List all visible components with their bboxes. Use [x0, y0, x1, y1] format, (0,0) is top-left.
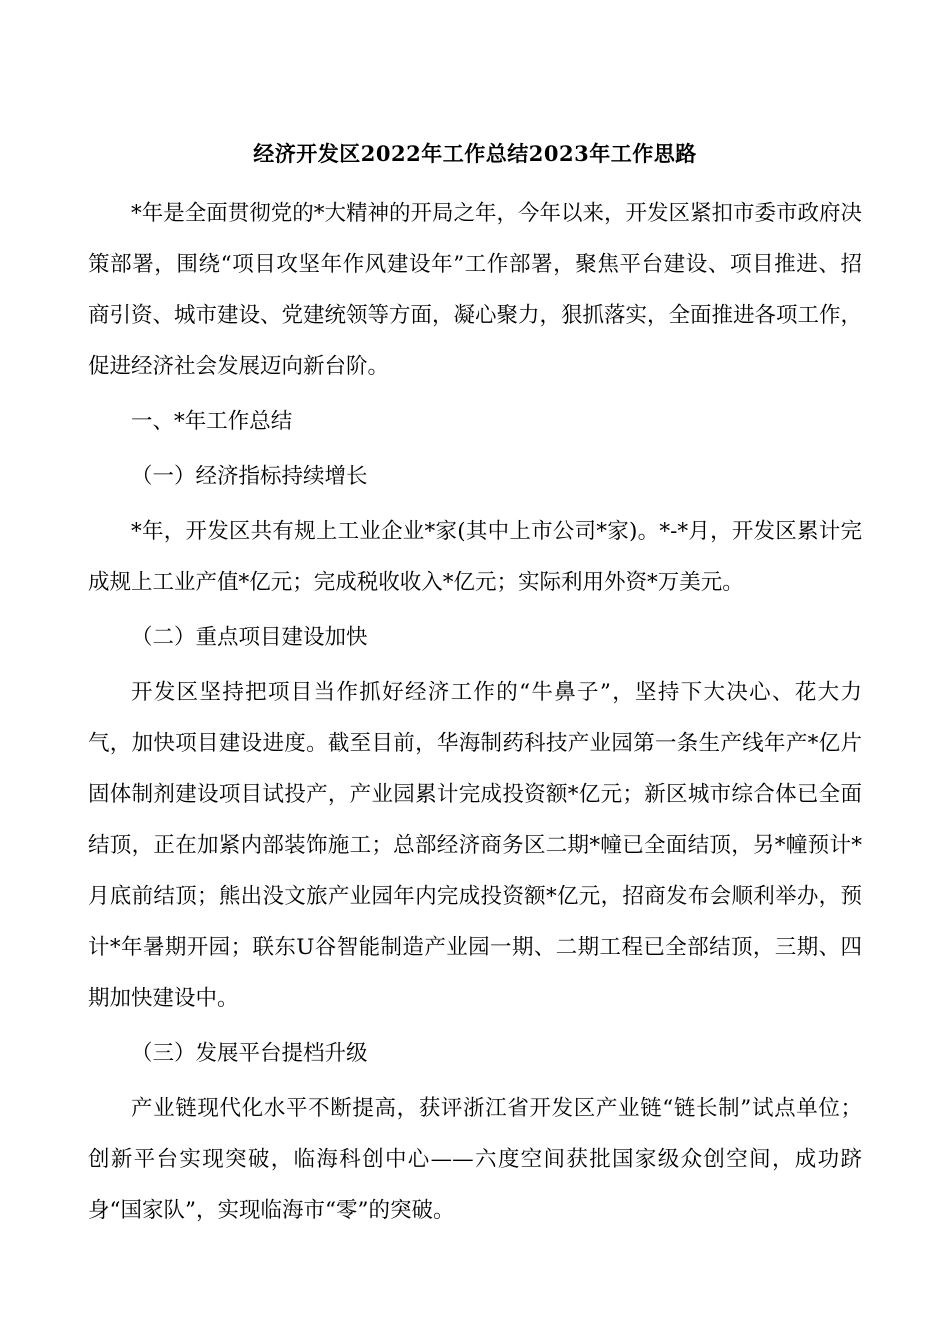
title-spacer [88, 170, 862, 188]
subheading-key-projects: （二）重点项目建设加快 [131, 625, 368, 650]
subheading-economic-indicators: （一）经济指标持续增长 [131, 464, 368, 489]
section-heading-summary: 一、*年工作总结 [131, 409, 293, 434]
paragraph-key-projects: 开发区坚持把项目当作抓好经济工作的“牛鼻子”，坚持下大决心、花大力气，加快项目建设进度。截至目前，华海制药科技产业园第一条生产线年产*亿片固体制剂建设项目试投产，产业园累计完成投资额*亿元；新区城市综合体已全面结顶，正在加紧内部装饰施工；总部经济商务区二期*幢已全面结顶，另*幢预计*月底前结顶；熊出没文旅产业园年内完成投资额*亿元，招商发布会顺利举办，预计*年暑期开园；联东U谷智能制造产业园一期、二期工程已全部结顶，三期、四期加快建设中。 [88, 680, 862, 1011]
paragraph-development-platform: 产业链现代化水平不断提高，获评浙江省开发区产业链“链长制”试点单位；创新平台实现突破，临海科创中心——六度空间获批国家级众创空间，成功跻身“国家队”，实现临海市“零”的突破。 [88, 1096, 862, 1223]
intro-paragraph: *年是全面贯彻党的*大精神的开局之年，今年以来，开发区紧扣市委市政府决策部署，围绕“项目攻坚年作风建设年”工作部署，聚焦平台建设、项目推进、招商引资、城市建设、党建统领等方面，凝心聚力，狠抓落实，全面推进各项工作，促进经济社会发展迈向新台阶。 [88, 201, 863, 379]
document-page [88, 138, 862, 1236]
document-title: 经济开发区2022年工作总结2023年工作思路 [253, 141, 697, 166]
paragraph-economic-indicators: *年，开发区共有规上工业企业*家(其中上市公司*家)。*-*月，开发区累计完成规上工业产值*亿元；完成税收收入*亿元；实际利用外资*万美元。 [88, 519, 862, 595]
subheading-development-platform: （三）发展平台提档升级 [131, 1041, 368, 1066]
